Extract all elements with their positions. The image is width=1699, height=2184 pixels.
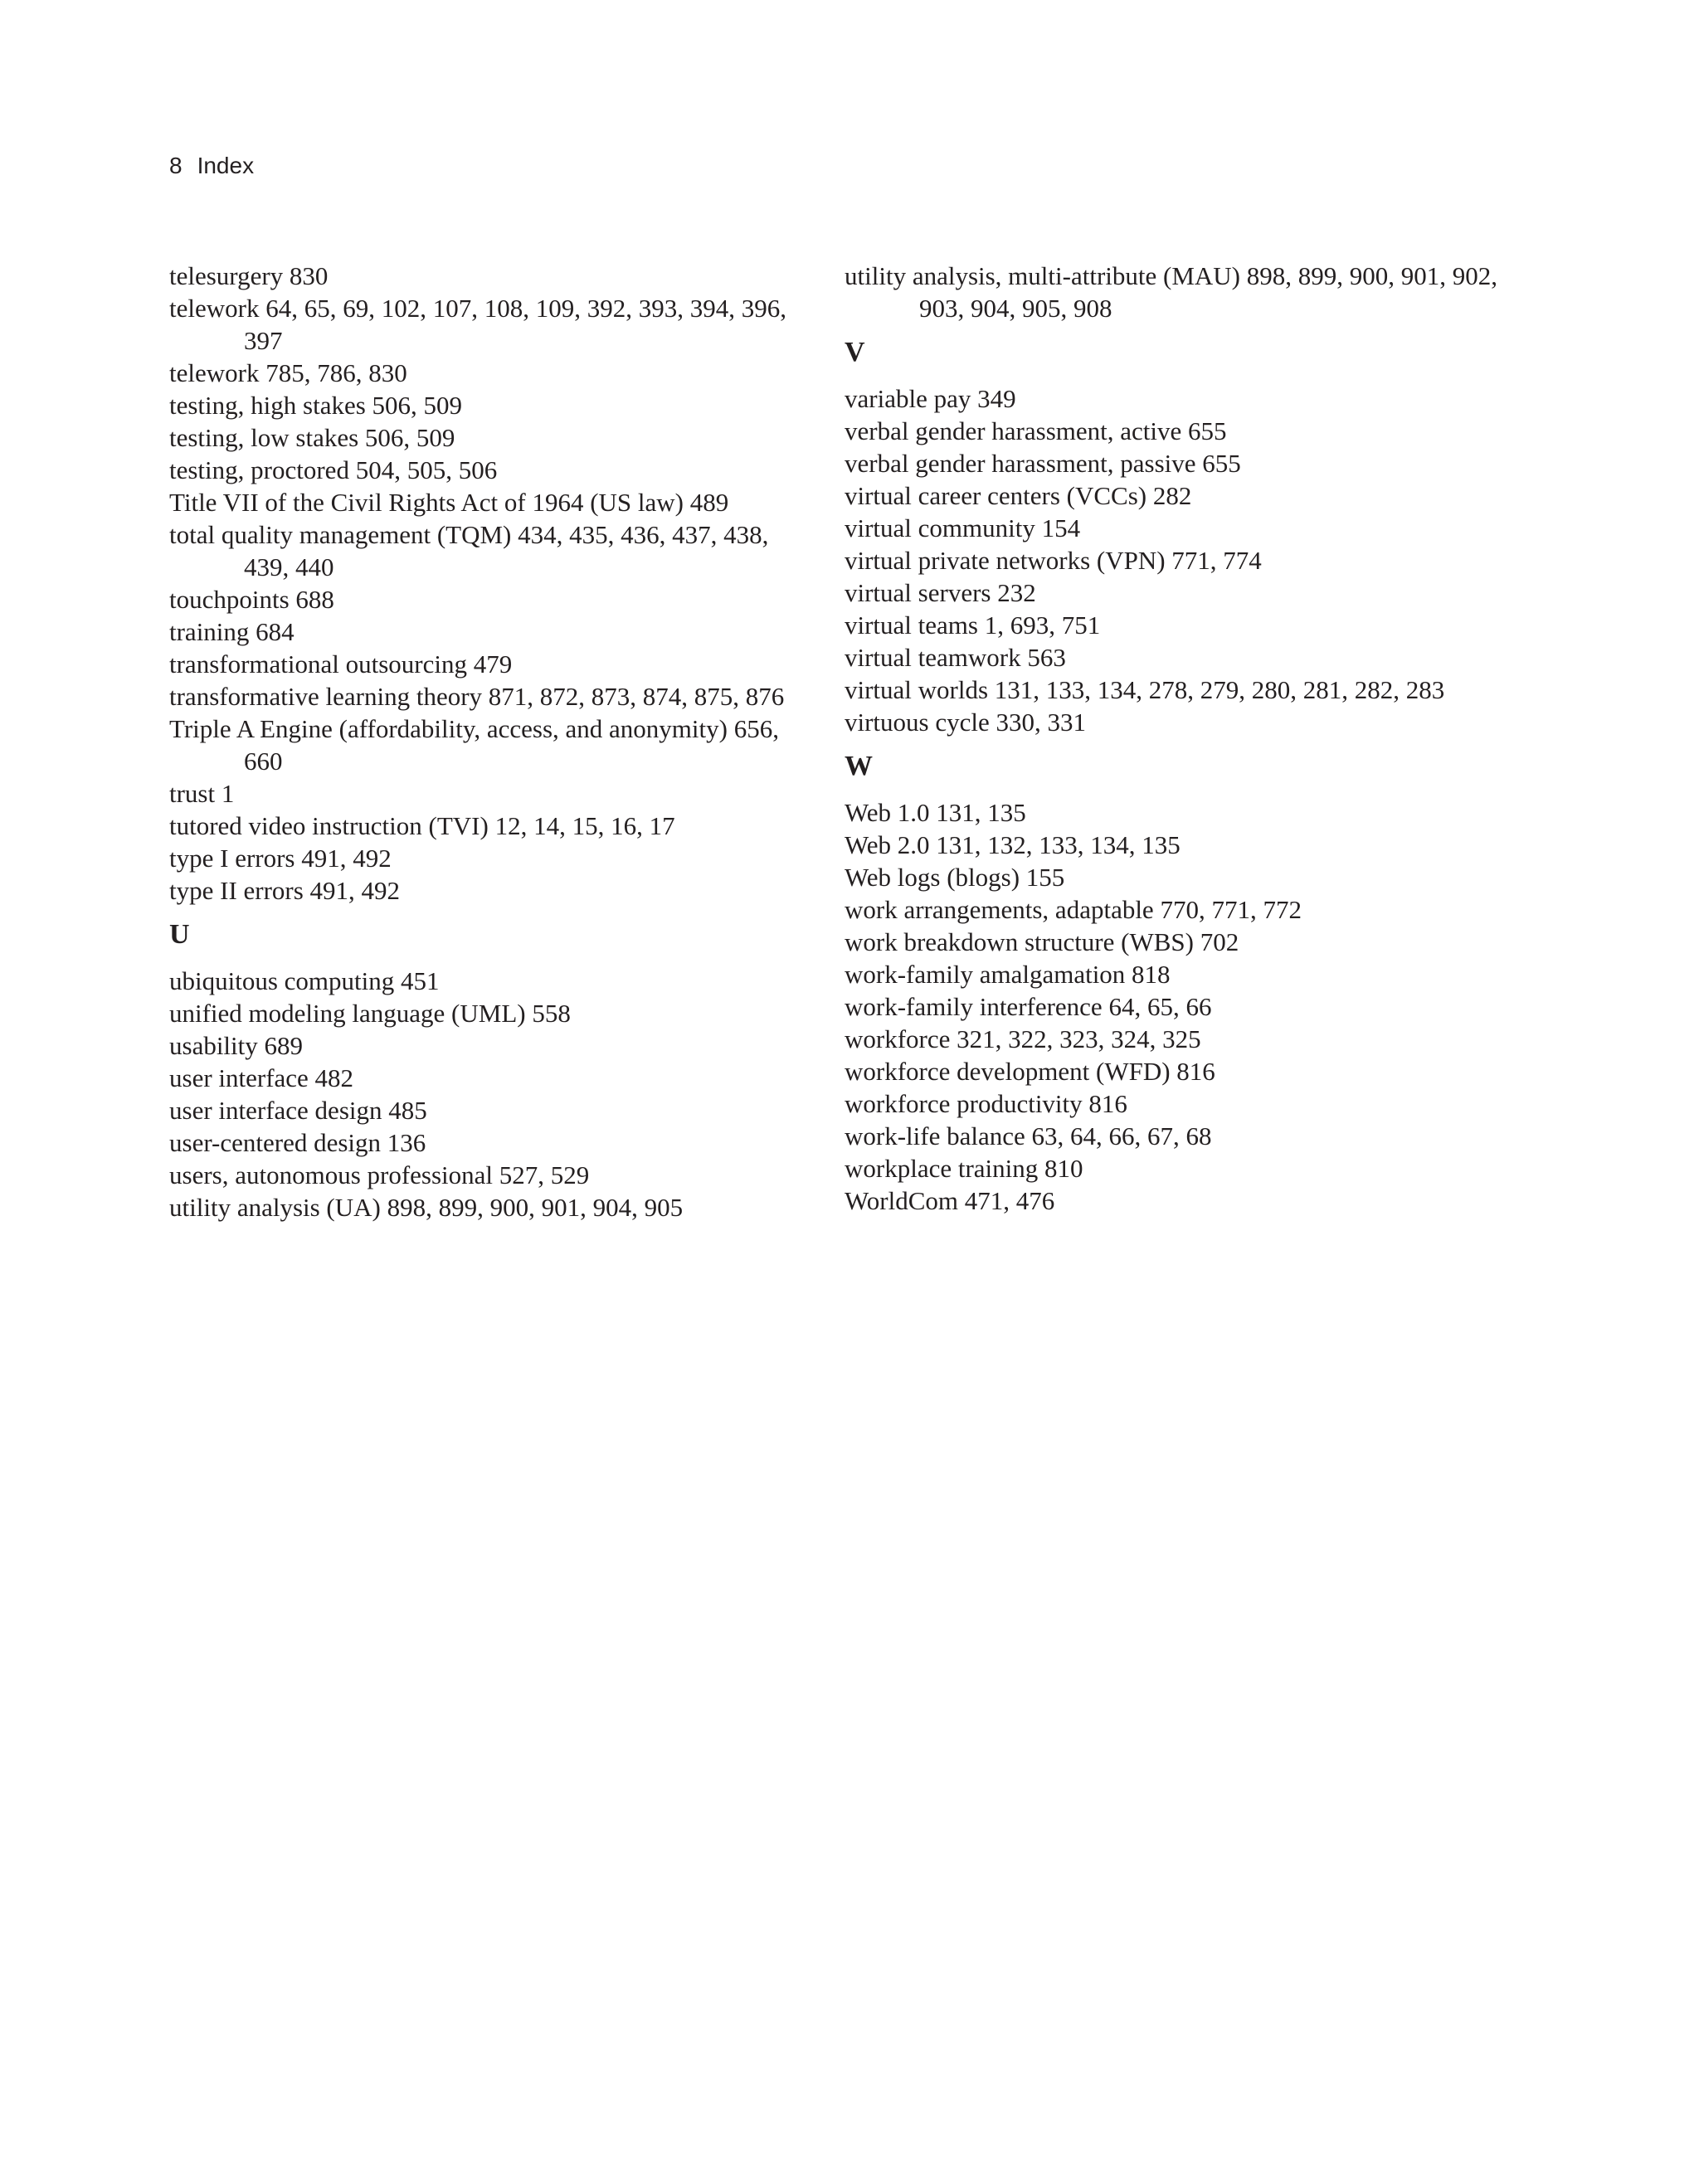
- index-entry: virtual private networks (VPN) 771, 774: [845, 546, 1262, 575]
- index-entry: Web 2.0 131, 132, 133, 134, 135: [845, 830, 1181, 859]
- index-entry: transformative learning theory 871, 872, 873, 874, 875, 876: [169, 682, 785, 711]
- index-entry: workforce development (WFD) 816: [845, 1057, 1215, 1086]
- index-entry: Web 1.0 131, 135: [845, 798, 1026, 827]
- index-entry: Web logs (blogs) 155: [845, 863, 1065, 892]
- index-column-left: [169, 260, 816, 1223]
- entries-u-continued: [845, 260, 1508, 324]
- index-entry: work-family amalgamation 818: [845, 960, 1171, 989]
- index-entry: tutored video instruction (TVI) 12, 14, 15, 16, 17: [169, 811, 675, 840]
- index-entry: virtual teamwork 563: [845, 643, 1066, 672]
- index-entry: telework 64, 65, 69, 102, 107, 108, 109, 392, 393, 394, 396, 397: [169, 294, 786, 355]
- index-entry: telesurgery 830: [169, 261, 329, 290]
- index-entry: testing, proctored 504, 505, 506: [169, 455, 498, 484]
- section-v: [845, 336, 1508, 738]
- section-u: [169, 918, 816, 1223]
- index-entry: virtual worlds 131, 133, 134, 278, 279, 280, 281, 282, 283: [845, 675, 1445, 704]
- index-entry: total quality management (TQM) 434, 435, 436, 437, 438, 439, 440: [169, 520, 769, 581]
- index-entry: transformational outsourcing 479: [169, 649, 513, 679]
- index-entry: verbal gender harassment, active 655: [845, 416, 1227, 445]
- index-entry: verbal gender harassment, passive 655: [845, 449, 1241, 478]
- index-entry: work-family interference 64, 65, 66: [845, 992, 1212, 1021]
- section-letter-w: W: [845, 751, 873, 781]
- index-entry: trust 1: [169, 779, 235, 808]
- section-letter-u: U: [169, 919, 190, 950]
- index-entry: Triple A Engine (affordability, access, and anonymity) 656, 660: [169, 714, 779, 776]
- index-entry: testing, low stakes 506, 509: [169, 423, 455, 452]
- index-entry: usability 689: [169, 1031, 304, 1060]
- index-entry: unified modeling language (UML) 558: [169, 999, 571, 1028]
- index-entry: type I errors 491, 492: [169, 844, 392, 873]
- index-entry: utility analysis (UA) 898, 899, 900, 901, 904, 905: [169, 1193, 684, 1222]
- index-entry: WorldCom 471, 476: [845, 1186, 1055, 1215]
- index-entry: workforce productivity 816: [845, 1089, 1127, 1118]
- section-w: [845, 750, 1508, 1217]
- index-column-right: [845, 260, 1508, 1217]
- index-entry: type II errors 491, 492: [169, 876, 401, 905]
- header-title: Index: [197, 153, 255, 178]
- index-entry: testing, high stakes 506, 509: [169, 391, 463, 420]
- entries-v: [845, 382, 1508, 738]
- entries-u: [169, 965, 816, 1223]
- index-entry: user-centered design 136: [169, 1128, 426, 1157]
- index-entry: workplace training 810: [845, 1154, 1083, 1183]
- index-entry: ubiquitous computing 451: [169, 966, 440, 995]
- index-entry: training 684: [169, 617, 295, 646]
- page-number: 8: [169, 153, 183, 178]
- entries-w: [845, 796, 1508, 1217]
- index-entry: telework 785, 786, 830: [169, 358, 407, 387]
- index-entry: users, autonomous professional 527, 529: [169, 1160, 590, 1189]
- index-entry: virtual teams 1, 693, 751: [845, 610, 1101, 640]
- index-entry: work arrangements, adaptable 770, 771, 772: [845, 895, 1302, 924]
- section-letter-v: V: [845, 337, 865, 367]
- index-entry: virtual servers 232: [845, 578, 1036, 607]
- index-entry: variable pay 349: [845, 384, 1016, 413]
- index-entry: work-life balance 63, 64, 66, 67, 68: [845, 1121, 1212, 1150]
- index-entry: work breakdown structure (WBS) 702: [845, 927, 1239, 956]
- index-entry: user interface 482: [169, 1063, 354, 1092]
- index-entry: utility analysis, multi-attribute (MAU) 898, 899, 900, 901, 902, 903, 904, 905, 908: [845, 261, 1497, 323]
- index-entry: virtual career centers (VCCs) 282: [845, 481, 1192, 510]
- entries-t: [169, 260, 816, 907]
- index-entry: Title VII of the Civil Rights Act of 1964 (US law) 489: [169, 488, 729, 517]
- running-header: [169, 149, 254, 182]
- index-entry: virtual community 154: [845, 513, 1081, 542]
- index-entry: workforce 321, 322, 323, 324, 325: [845, 1024, 1201, 1053]
- index-entry: touchpoints 688: [169, 585, 334, 614]
- index-entry: virtuous cycle 330, 331: [845, 708, 1087, 737]
- index-entry: user interface design 485: [169, 1096, 427, 1125]
